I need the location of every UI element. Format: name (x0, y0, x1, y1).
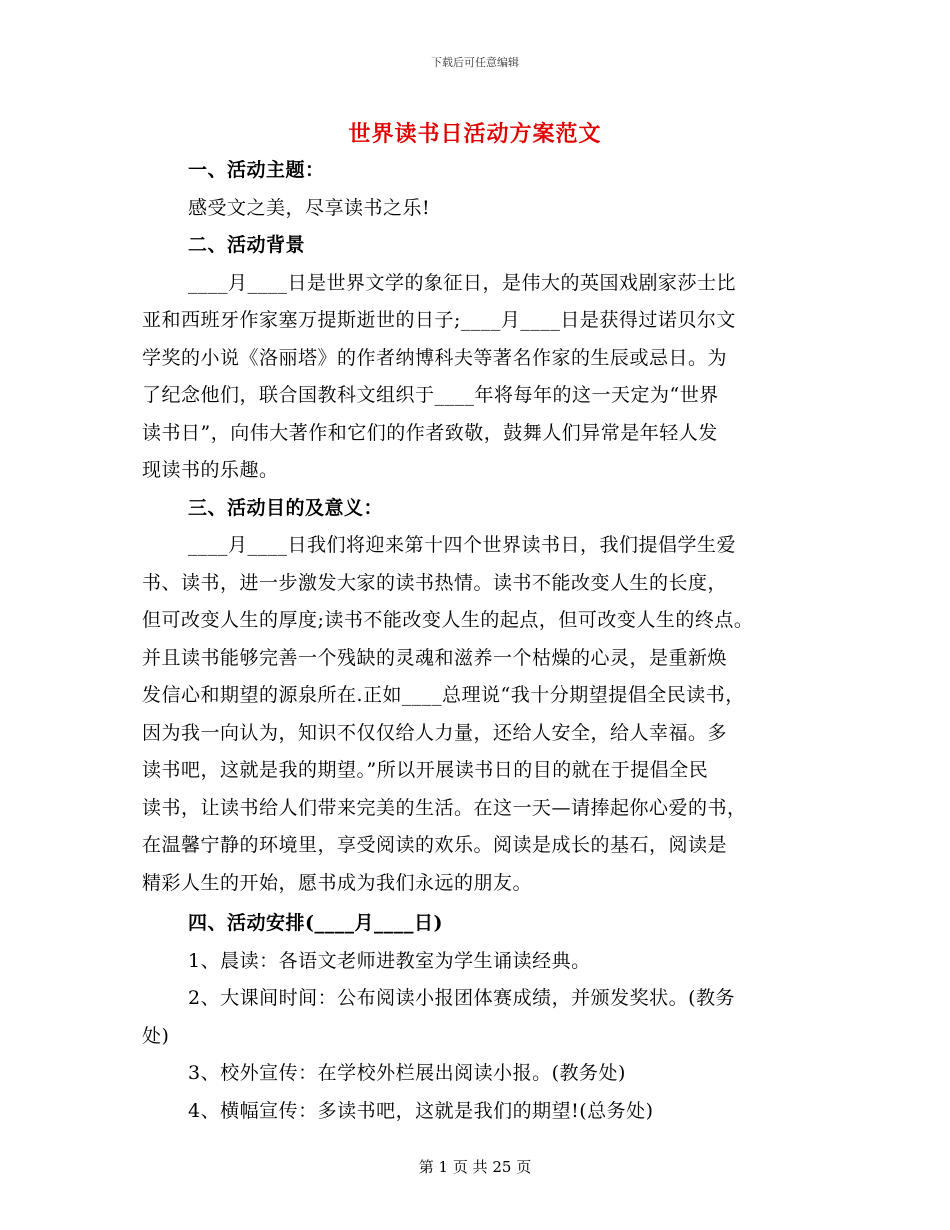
paragraph-line: 处) (142, 1024, 170, 1047)
section-heading: 二、活动背景 (188, 234, 306, 256)
paragraph-line: ____月____日是世界文学的象征日，是伟大的英国戏剧家莎士比 (188, 271, 737, 294)
paragraph-line: 亚和西班牙作家塞万提斯逝世的日子;____月____日是获得过诺贝尔文 (142, 309, 736, 331)
paragraph-line: 在温馨宁静的环境里，享受阅读的欢乐。阅读是成长的基石，阅读是 (142, 834, 728, 856)
paragraph-line: 书、读书，进一步激发大家的读书热情。读书不能改变人生的长度， (142, 571, 728, 594)
paragraph-line: 读书吧，这就是我的期望。”所以开展读书日的目的就在于提倡全民 (142, 759, 709, 781)
page-footer: 第 1 页 共 25 页 (418, 1158, 532, 1176)
paragraph-line: 学奖的小说《洛丽塔》的作者纳博科夫等著名作家的生辰或忌日。为 (142, 346, 728, 369)
paragraph-line: 因为我一向认为，知识不仅仅给人力量，还给人安全，给人幸福。多 (142, 721, 728, 744)
page-header: 下载后可任意编辑 (431, 56, 519, 69)
paragraph-line: 感受文之美，尽享读书之乐! (188, 196, 431, 219)
paragraph-line: 读书日”，向伟大著作和它们的作者致敬，鼓舞人们异常是年轻人发 (142, 421, 718, 444)
section-heading: 四、活动安排(____月____日) (188, 912, 443, 934)
paragraph-line: ____月____日我们将迎来第十四个世界读书日，我们提倡学生爱 (188, 534, 737, 556)
document-title: 世界读书日活动方案范文 (348, 121, 602, 147)
paragraph-line: 1、晨读：各语文老师进教室为学生诵读经典。 (188, 949, 591, 972)
section-heading: 一、活动主题： (188, 159, 325, 181)
paragraph-line: 了纪念他们，联合国教科文组织于____年将每年的这一天定为“世界 (142, 384, 719, 406)
paragraph-line: 发信心和期望的源泉所在.正如____总理说“我十分期望提倡全民读书， (142, 684, 745, 706)
paragraph-line: 但可改变人生的厚度;读书不能改变人生的起点，但可改变人生的终点。 (142, 609, 754, 631)
section-heading: 三、活动目的及意义： (188, 496, 384, 519)
paragraph-line: 现读书的乐趣。 (142, 459, 279, 481)
paragraph-line: 3、校外宣传：在学校外栏展出阅读小报。(教务处) (188, 1062, 626, 1084)
paragraph-line: 并且读书能够完善一个残缺的灵魂和滋养一个枯燥的心灵，是重新焕 (142, 646, 728, 669)
paragraph-line: 4、横幅宣传：多读书吧，这就是我们的期望!(总务处) (188, 1099, 654, 1122)
paragraph-line: 读书，让读书给人们带来完美的生活。在这一天—请捧起你心爱的书， (142, 796, 747, 819)
paragraph-line: 精彩人生的开始，愿书成为我们永远的朋友。 (142, 871, 533, 894)
document-body (142, 152, 832, 1130)
paragraph-line: 2、大课间时间：公布阅读小报团体赛成绩，并颁发奖状。(教务 (188, 987, 736, 1009)
